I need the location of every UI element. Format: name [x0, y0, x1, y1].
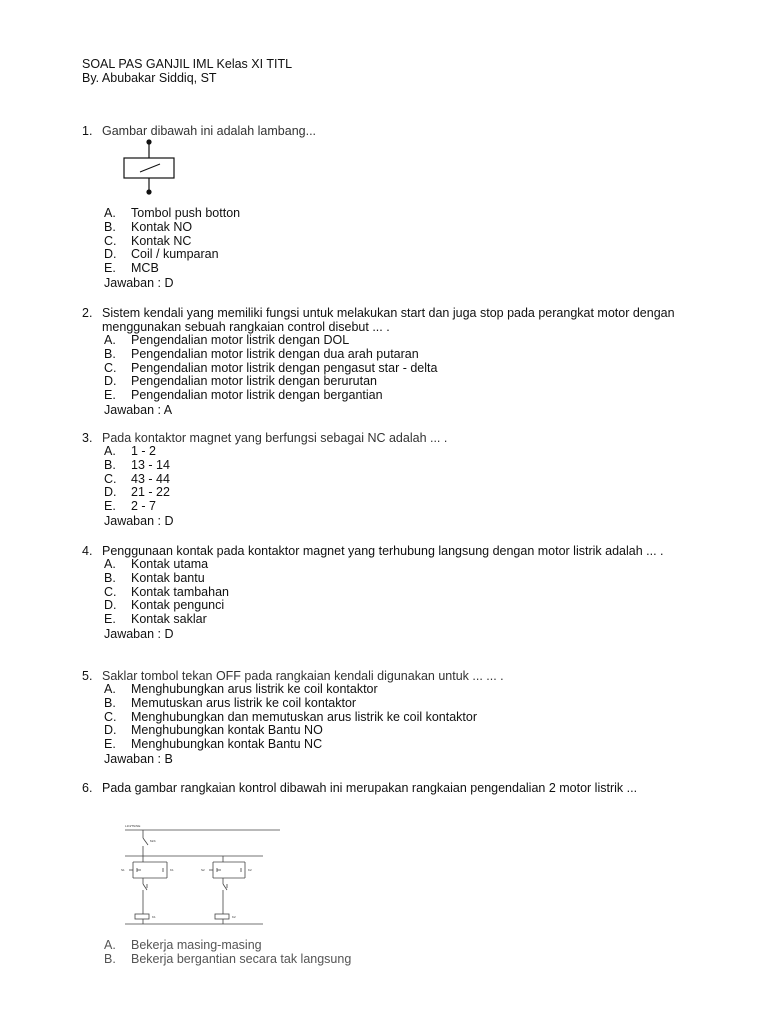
question-6-options [82, 939, 722, 967]
option-a: A. Bekerja masing-masing [104, 938, 262, 952]
question-1 [82, 124, 722, 138]
question-number: 4. [82, 544, 93, 558]
question-4 [82, 544, 722, 641]
option-b: B. Memutuskan arus listrik ke coil kontaktor [104, 695, 357, 710]
option-b: B. Kontak NO [104, 219, 193, 234]
option-e: E. Kontak saklar [104, 612, 207, 627]
option-e: E. Pengendalian motor listrik dengan bergantian [104, 388, 383, 403]
question-stem: Penggunaan kontak pada kontaktor magnet yang terhubung langsung dengan motor listrik adalah ... . [102, 544, 664, 558]
circuit-label-ofs: Mcb [150, 839, 156, 843]
option-c: C. 43 - 44 [104, 471, 170, 486]
answer: Jawaban : D [104, 275, 174, 290]
option-e: E. MCB [104, 261, 159, 276]
option-d: D. Menghubungkan kontak Bantu NO [104, 723, 323, 738]
question-number: 1. [82, 124, 93, 138]
document-title: SOAL PAS GANJIL IML Kelas XI TITL [82, 57, 293, 71]
option-c: C. Pengendalian motor listrik dengan pengasut star - delta [104, 360, 438, 375]
answer: Jawaban : B [104, 751, 173, 766]
option-c: C. Kontak tambahan [104, 584, 229, 599]
option-e: E. 2 - 7 [104, 499, 157, 514]
question-number: 6. [82, 781, 93, 795]
option-a: A. Kontak utama [104, 557, 209, 571]
option-a: A. Pengendalian motor listrik dengan DOL [104, 333, 350, 347]
question-1-options [82, 207, 722, 290]
question-stem: Sistem kendali yang memiliki fungsi untuk melakukan start dan juga stop pada perangkat motor dengan menggunakan sebuah rangkaian control disebut ... . [102, 306, 675, 334]
question-stem: Pada gambar rangkaian kontrol dibawah ini merupakan rangkaian pengendalian 2 motor listrik ... [102, 781, 638, 795]
option-a: A. 1 - 2 [104, 444, 157, 458]
option-e: E. Menghubungkan kontak Bantu NC [104, 737, 323, 752]
option-b: B. 13 - 14 [104, 457, 170, 472]
option-d: D. Pengendalian motor listrik dengan berurutan [104, 374, 377, 389]
answer: Jawaban : D [104, 513, 174, 528]
question-number: 5. [82, 669, 93, 683]
answer: Jawaban : A [104, 402, 173, 417]
question-stem: Saklar tombol tekan OFF pada rangkaian kendali digunakan untuk ... ... . [102, 669, 504, 683]
question-stem: Gambar dibawah ini adalah lambang... [102, 124, 317, 138]
coil-symbol-figure [118, 138, 180, 200]
question-2 [82, 306, 722, 417]
circuit-label-k2: K2 [248, 868, 252, 872]
question-number: 2. [82, 306, 93, 320]
question-3 [82, 431, 722, 528]
question-stem: Pada kontaktor magnet yang berfungsi sebagai NC adalah ... . [102, 431, 448, 445]
question-6 [82, 781, 722, 795]
option-b: B. Kontak bantu [104, 570, 205, 585]
circuit-label-on1: S1 [121, 868, 125, 872]
option-c: C. Kontak NC [104, 233, 192, 248]
circuit-label-coil2: K2 [232, 915, 236, 919]
option-d: D. Kontak pengunci [104, 598, 225, 613]
document-author: By. Abubakar Siddiq, ST [82, 71, 217, 85]
option-d: D. 21 - 22 [104, 485, 170, 500]
circuit-label-supply: L1N/TN/NE [125, 824, 141, 828]
circuit-label-k1: K1 [170, 868, 174, 872]
question-number: 3. [82, 431, 93, 445]
option-d: D. Coil / kumparan [104, 247, 219, 262]
option-c: C. Menghubungkan dan memutuskan arus listrik ke coil kontaktor [104, 709, 478, 724]
answer: Jawaban : D [104, 626, 174, 641]
circuit-label-coil1: K1 [152, 915, 156, 919]
option-a: A. Tombol push botton [104, 206, 241, 220]
question-5 [82, 669, 722, 766]
option-a: A. Menghubungkan arus listrik ke coil kontaktor [104, 682, 378, 696]
control-circuit-figure [115, 818, 285, 930]
option-b: B. Pengendalian motor listrik dengan dua arah putaran [104, 346, 419, 361]
circuit-label-on2: S2 [201, 868, 205, 872]
option-b: B. Bekerja bergantian secara tak langsung [104, 951, 352, 966]
